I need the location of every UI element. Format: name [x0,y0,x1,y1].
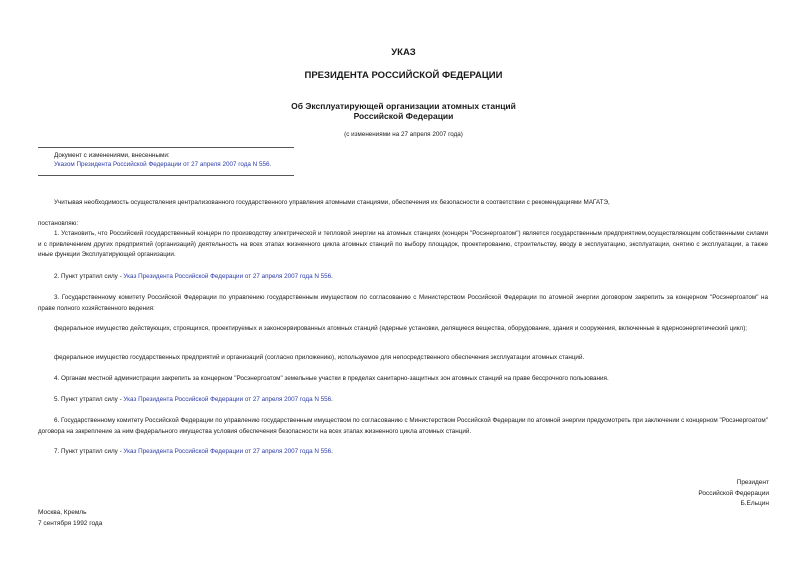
item-2-paragraph [38,272,768,283]
amendments-info-box [38,147,294,176]
document-title-line-1: Об Эксплуатирующей организации атомных станций [291,101,516,111]
item-6-paragraph: 6. Государственному комитету Российской Федерации по управлению государственным имуществом по согласованию с Министерством Российской Федерации по атомной энергии предусмотреть при заключении с концерном "Росэнергоатом" договора на закрепление за ним федерального имущества условия обеспечения безопасности на всех этапах жизненного цикла атомных станций. [38,417,768,435]
signatory-office: Российской Федерации [698,489,769,497]
amendment-note: (с изменениями на 27 апреля 2007 года) [344,131,463,138]
item-5-suffix: . [331,396,333,403]
item-3-subparagraph-a: федеральное имущество действующих, строящихся, проектируемых и законсервированных атомных станций (ядерные установки, делящиеся вещества, оборудование, здания и сооружения, включенные в ядерноэнергетический цикл); [54,325,748,332]
signatory-name: Б.Ельцин [740,500,769,507]
item-5-repeal-link[interactable]: Указ Президента Российской Федерации от 27 апреля 2007 года N 556 [123,396,332,403]
item-7-repeal-link[interactable]: Указ Президента Российской Федерации от 27 апреля 2007 года N 556 [123,448,332,455]
document-title [0,101,807,121]
item-7-paragraph [38,447,768,458]
item-3-subparagraph-b: федеральное имущество государственных предприятий и организаций (согласно приложению), используемое для непосредственного обеспечения эксплуатации атомных станций. [54,354,585,361]
document-title-line-2: Российской Федерации [353,111,454,121]
place-date-block [38,508,102,529]
item-2-suffix: . [331,273,333,280]
signature-block [698,478,769,510]
decided-label: постановляю: [38,220,79,227]
doc-type-heading: УКАЗ [391,47,416,58]
item-7-prefix: 7. Пункт утратил силу - [54,448,124,455]
item-2-repeal-link[interactable]: Указ Президента Российской Федерации от 27 апреля 2007 года N 556 [123,273,332,280]
item-4-paragraph: 4. Органам местной администрации закрепить за концерном "Росэнергоатом" земельные участки в пределах санитарно-защитных зон атомных станций на праве бессрочного пользования. [54,375,609,382]
item-3-paragraph: 3. Государственному комитету Российской Федерации по управлению государственным имуществом по согласованию с Министерством Российской Федерации по атомной энергии договором закрепить за концерном "Росэнергоатом" на праве полного хозяйственного ведения: [38,294,768,312]
item-5-paragraph [38,395,768,406]
amending-decree-link[interactable]: Указом Президента Российской Федерации от 27 апреля 2007 года N 556. [54,161,272,168]
preamble-paragraph: Учитывая необходимость осуществления централизованного государственного управления атомными станциями, обеспечения их безопасности в соответствии с рекомендациями МАГАТЭ, [54,199,610,206]
signing-place: Москва, Кремль [38,509,87,516]
issuer-heading: ПРЕЗИДЕНТА РОССИЙСКОЙ ФЕДЕРАЦИИ [304,70,503,81]
item-5-prefix: 5. Пункт утратил силу - [54,396,124,403]
item-2-prefix: 2. Пункт утратил силу - [54,273,124,280]
amendments-label: Документ с изменениями, внесенными: [54,152,170,159]
item-7-suffix: . [331,448,333,455]
item-1-paragraph: 1. Установить, что Российский государственный концерн по производству электрической и тепловой энергии на атомных станциях (концерн "Росэнергоатом") является государственным предприятием,осуществляющим собственными силами и с привлечением других предприятий (организаций) деятельность на всех этапах жизненного цикла атомных станций по выбору площадок, проектированию, строительству, вводу в эксплуатацию, эксплуатации, снятию с эксплуатации, а также иные функции Эксплуатирующей организации. [38,230,768,258]
signing-date: 7 сентября 1992 года [38,519,103,527]
signatory-title: Президент [736,479,769,486]
